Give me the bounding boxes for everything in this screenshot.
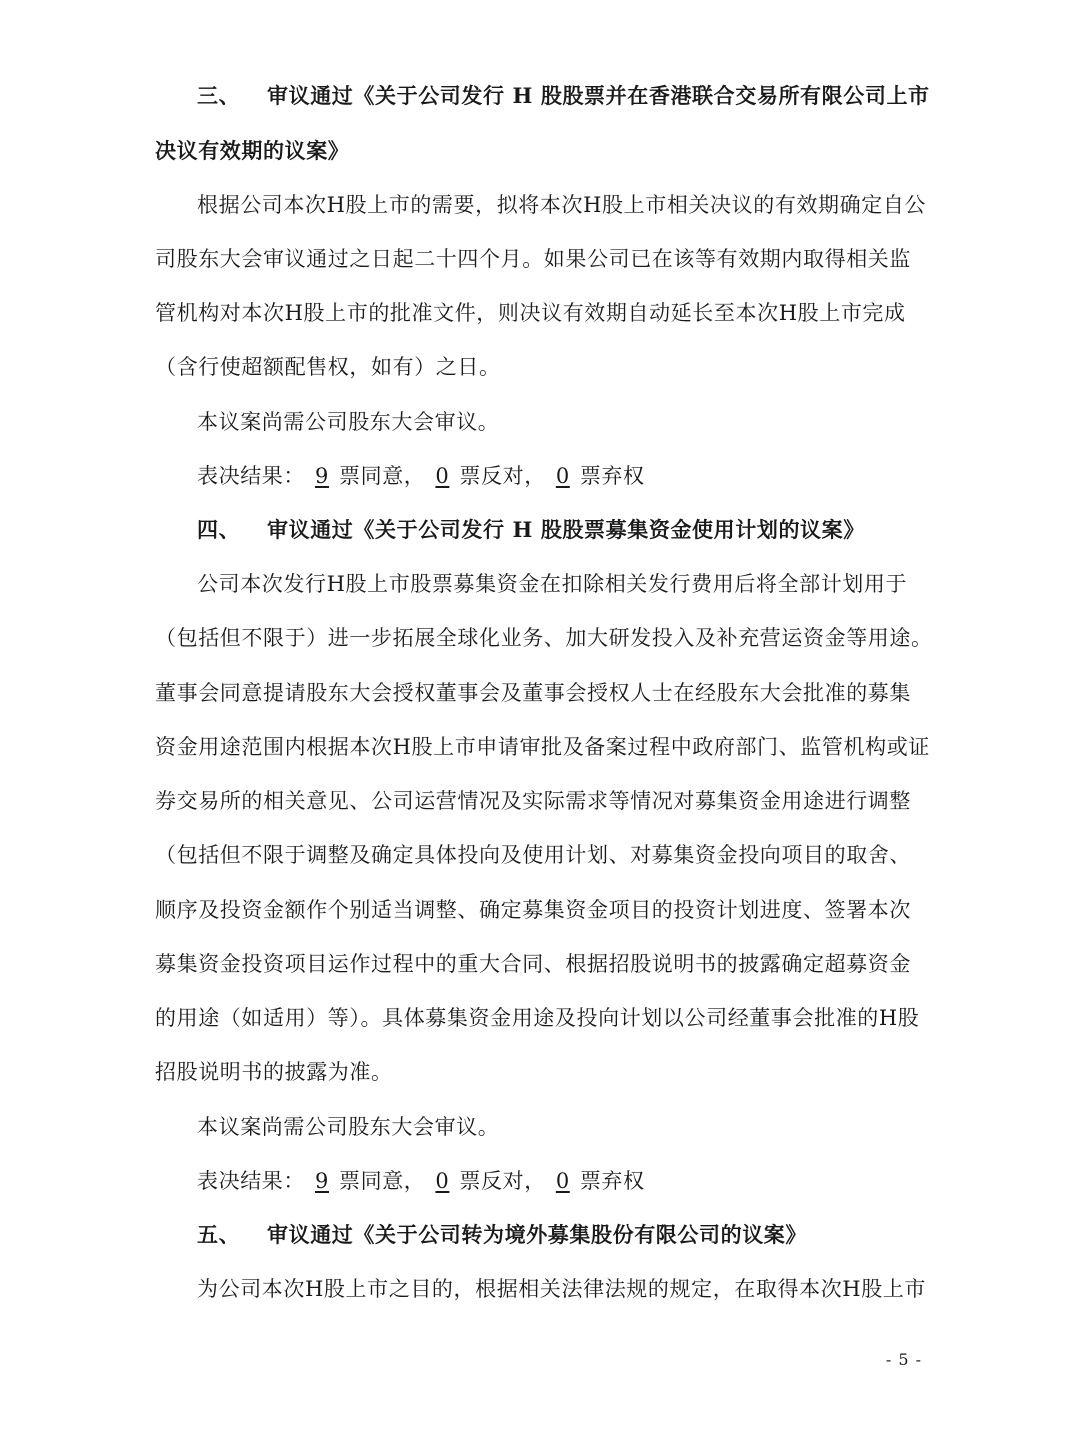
- section-4-paragraph-line: 公司本次发行H股上市股票募集资金在扣除相关发行费用后将全部计划用于: [197, 572, 908, 596]
- section-4-review-note: 本议案尚需公司股东大会审议。: [197, 1115, 500, 1139]
- section-3-paragraph-line: 司股东大会审议通过之日起二十四个月。如果公司已在该等有效期内取得相关监: [155, 247, 911, 271]
- section-4-paragraph-line: （包括但不限于调整及确定具体投向及使用计划、对募集资金投向项目的取舍、: [155, 843, 911, 867]
- section-3-review-note: 本议案尚需公司股东大会审议。: [197, 410, 500, 434]
- section-3-number: 三、: [197, 83, 241, 108]
- vote-for-count: 9: [315, 464, 329, 488]
- section-4-paragraph-line: 资金用途范围内根据本次H股上市申请审批及备案过程中政府部门、监管机构或证: [155, 735, 930, 759]
- section-4-number: 四、: [197, 517, 241, 542]
- section-3-vote-result: [197, 462, 925, 490]
- vote-against-label: 票反对，: [459, 1169, 546, 1193]
- vote-abstain-count: 0: [555, 1169, 570, 1193]
- section-3-title-line-1: 审议通过《关于公司发行 H 股股票并在香港联合交易所有限公司上市: [267, 83, 930, 108]
- vote-for-count: 9: [315, 1169, 329, 1193]
- vote-against-label: 票反对，: [459, 464, 546, 488]
- section-3-title-line-2: 决议有效期的议案》: [155, 138, 350, 163]
- vote-against-count: 0: [435, 1169, 450, 1193]
- section-3-paragraph-line: （含行使超额配售权，如有）之日。: [155, 355, 501, 379]
- section-4-paragraph-line: 招股说明书的披露为准。: [155, 1060, 393, 1084]
- section-3-paragraph-line: 根据公司本次H股上市的需要，拟将本次H股上市相关决议的有效期确定自公: [197, 193, 927, 217]
- page-number: - 5 -: [885, 1350, 922, 1369]
- section-4-title: 审议通过《关于公司发行 H 股股票募集资金使用计划的议案》: [267, 517, 865, 542]
- section-5-paragraph-line: 为公司本次H股上市之目的，根据相关法律法规的规定，在取得本次H股上市: [197, 1277, 927, 1301]
- section-4-paragraph-line: 董事会同意提请股东大会授权董事会及董事会授权人士在经股东大会批准的募集: [155, 681, 911, 705]
- vote-for-label: 票同意，: [339, 1169, 426, 1193]
- vote-against-count: 0: [435, 464, 450, 488]
- vote-prefix: 表决结果：: [197, 1169, 305, 1193]
- section-4-vote-result: [197, 1167, 925, 1195]
- vote-abstain-label: 票弃权: [579, 1169, 645, 1193]
- section-5-heading: [197, 1221, 925, 1249]
- section-4-heading: [197, 516, 925, 544]
- vote-for-label: 票同意，: [339, 464, 426, 488]
- section-4-paragraph-line: 顺序及投资金额作个别适当调整、确定募集资金项目的投资计划进度、签署本次: [155, 898, 911, 922]
- section-4-paragraph-line: 募集资金投资项目运作过程中的重大合同、根据招股说明书的披露确定超募资金: [155, 952, 911, 976]
- section-4-paragraph-line: 券交易所的相关意见、公司运营情况及实际需求等情况对募集资金用途进行调整: [155, 789, 911, 813]
- section-3-heading: [197, 82, 930, 110]
- section-4-paragraph-line: 的用途（如适用）等）。具体募集资金用途及投向计划以公司经董事会批准的H股: [155, 1006, 920, 1030]
- section-5-number: 五、: [197, 1222, 241, 1247]
- vote-prefix: 表决结果：: [197, 464, 305, 488]
- vote-abstain-label: 票弃权: [579, 464, 645, 488]
- vote-abstain-count: 0: [555, 464, 570, 488]
- section-5-title: 审议通过《关于公司转为境外募集股份有限公司的议案》: [267, 1222, 807, 1247]
- section-3-paragraph-line: 管机构对本次H股上市的批准文件，则决议有效期自动延长至本次H股上市完成: [155, 301, 906, 325]
- section-4-paragraph-line: （包括但不限于）进一步拓展全球化业务、加大研发投入及补充营运资金等用途。: [155, 626, 933, 650]
